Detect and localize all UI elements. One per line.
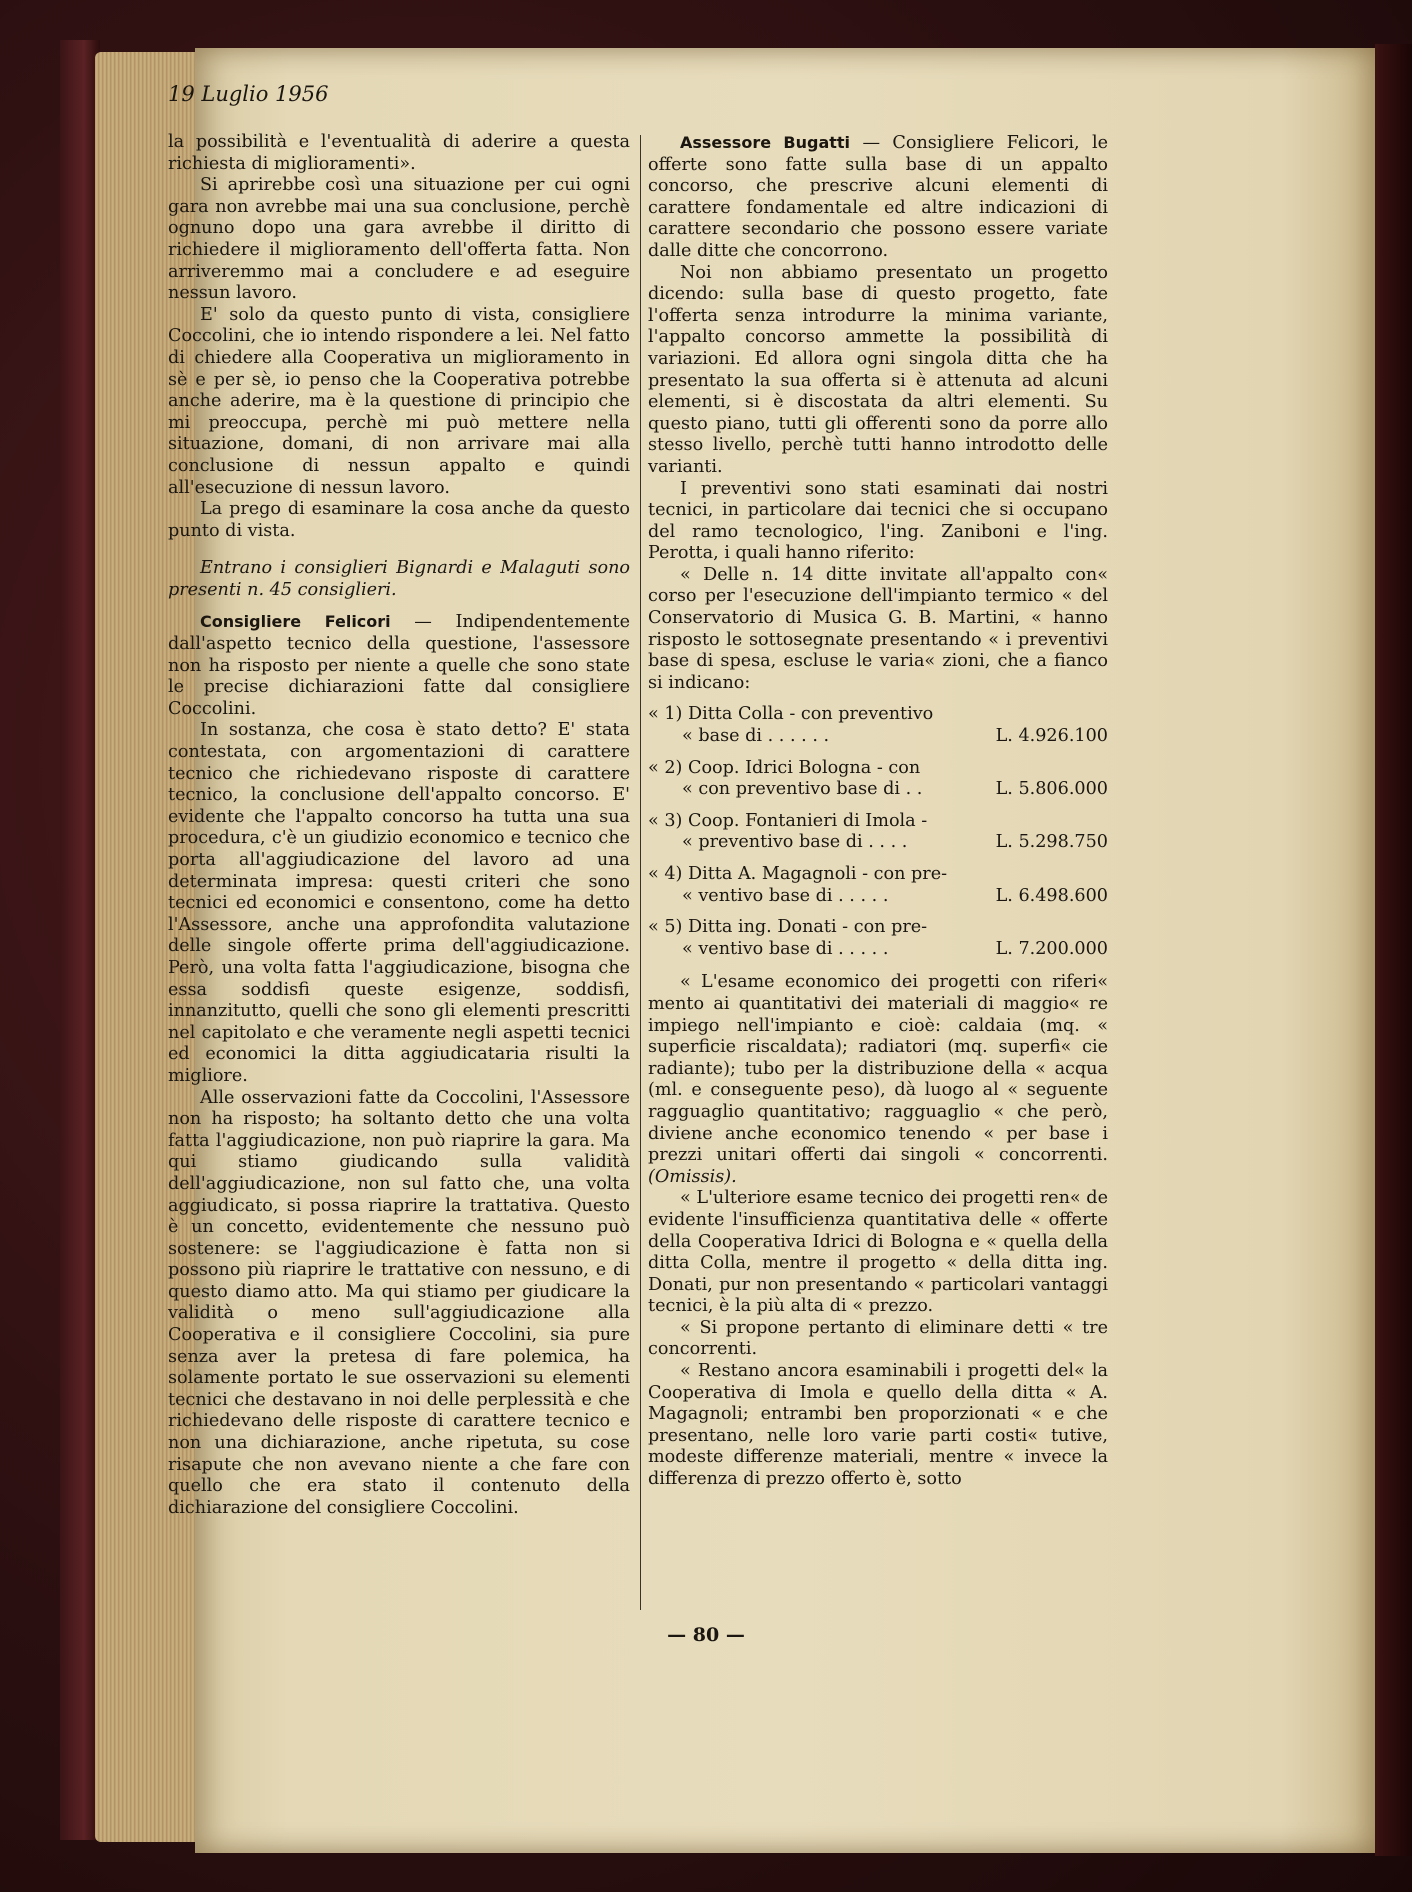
speaker-name: Consigliere Felicori (200, 612, 391, 632)
left-column (168, 132, 630, 1519)
speaker-name: Assessore Bugatti (680, 133, 851, 152)
paragraph: In sostanza, che cosa è stato detto? E' stata contestata, con argomentazioni di carattere tecnico che richiedevano risposte di carattere tecnico, la conclusione dell'appalto concorso. E' evidente che l'appalto concorso ha tutta una sua procedura, c'è un giudizio economico e tecnico che porta all'aggiudicazione del lavoro ad una determinata impresa: questi criteri che sono tecnici ed economici e consentono, come ha detto l'Assessore, anche una approfondita valutazione delle singole offerte prima dell'aggiudicazione. Però, una volta fatta l'aggiudicazione, bisogna che essa soddisfi queste esigenze, soddisfi, innanzitutto, quelli che sono gli elementi prescritti nel capitolato e che veramente negli aspetti tecnici ed economici la ditta aggiudicataria risulti la migliore. (168, 720, 630, 1086)
speech-text: — Consigliere Felicori, le offerte sono fatte sulla base di un appalto concorso, che prescrive alcuni elementi di carattere fondamentale ed altre indicazioni di carattere secondario che possono essere variate dalle ditte che concorrono. (648, 133, 1108, 261)
column-divider (640, 135, 641, 1610)
right-column (648, 132, 1108, 1491)
bid-item (648, 917, 1108, 960)
bid-label: « 2) Coop. Idrici Bologna - con (648, 757, 921, 778)
speech-bugatti (648, 132, 1108, 263)
bid-amount: L. 6.498.600 (995, 885, 1108, 906)
paragraph: La prego di esaminare la cosa anche da questo punto di vista. (168, 499, 630, 541)
paragraph: Alle osservazioni fatte da Coccolini, l'Assessore non ha risposto; ha soltanto detto che una volta fatta l'aggiudicazione, non può riaprire la gara. Ma qui stiamo giudicando sulla validità dell'aggiudicazione, non sul fatto che, una volta aggiudicato, si possa riaprire la trattativa. Questo è un concetto, evidentemente che nessuno può sostenere: se l'aggiudicazione è fatta non si possono più riaprire le trattative con nessuno, e di questo diamo atto. Ma qui stiamo per giudicare la validità o meno sull'aggiudicazione alla Cooperativa e il consigliere Coccolini, sia pure senza aver la pretesa di fare polemica, ha solamente portato le sue osservazioni su elementi tecnici che destavano in noi delle perplessità e che richiedevano delle risposte di carattere tecnico e non una dichiarazione, anche ripetuta, su cose risapute che non avevano niente a che fare con quello che era stato il contenuto della dichiarazione del consigliere Coccolini. (168, 1087, 630, 1518)
bid-item (648, 864, 1108, 907)
page-number: — 80 — (667, 1624, 745, 1646)
book-cover-right (1375, 44, 1412, 1856)
quote: « Si propone pertanto di eliminare detti « tre concorrenti. (648, 1317, 1108, 1360)
paragraph: Noi non abbiamo presentato un progetto dicendo: sulla base di questo progetto, fate l'offerta senza introdurre la minima variante, l'appalto concorso ammette la possibilità di variazioni. Ed allora ogni singola ditta che ha presentato la sua offerta si è attenuta ad alcuni elementi, si è discostata da altri elementi. Su questo piano, tutti gli offerenti sono da porre allo stesso livello, perchè tutti hanno introdotto delle varianti. (648, 262, 1108, 477)
bid-item (648, 811, 1108, 854)
bid-item (648, 758, 1108, 801)
bid-amount: L. 4.926.100 (995, 726, 1108, 747)
speech-text: — Indipendentemente dall'aspetto tecnico della questione, l'assessore non ha risposto per niente a quelle che sono state le precise dichiarazioni fatte dal consigliere Coccolini. (168, 612, 631, 719)
bid-label-cont: « base di . . . . . . (682, 726, 830, 747)
quote: « Delle n. 14 ditte invitate all'appalto con« corso per l'esecuzione dell'impianto termico « del Conservatorio di Musica G. B. Martini, « hanno risposto le sottosegnate presentando « i preventivi base di spesa, escluse le varia« zioni, che a fianco si indicano: (648, 564, 1108, 693)
bid-amount: L. 7.200.000 (995, 938, 1108, 959)
paragraph: E' solo da questo punto di vista, consigliere Coccolini, che io intendo rispondere a lei. Nel fatto di chiedere alla Cooperativa un miglioramento in sè e per sè, io penso che la Cooperativa potrebbe anche aderire, ma è la questione di principio che mi preoccupa, perchè mi può mettere nella situazione, domani, di non arrivare mai alla conclusione di nessun appalto e quindi all'esecuzione di nessun lavoro. (168, 304, 630, 498)
quote-text: « L'esame economico dei progetti con riferi« mento ai quantitativi dei materiali di maggio« re impiego nell'impianto e cioè: caldaia (mq. « superficie riscaldata); radiatori (mq. superfi« cie radiante); tubo per la distribuzione della « acqua (ml. e conseguente peso), dà luogo al « seguente ragguaglio quantitativo; ragguaglio « che però, diviene anche economico tenendo « per base i prezzi unitari offerti dai singoli « concorrenti. (648, 972, 1108, 1166)
book-cover-edge (60, 40, 100, 1840)
bid-item (648, 704, 1108, 747)
speech-felicori (168, 611, 630, 720)
bid-label: « 4) Ditta A. Magagnoli - con pre- (648, 864, 948, 884)
bid-label-cont: « preventivo base di . . . . (682, 832, 908, 853)
paragraph: I preventivi sono stati esaminati dai nostri tecnici, in particolare dai tecnici che si occupano del ramo tecnologico, l'ing. Zaniboni e l'ing. Perotta, i quali hanno riferito: (648, 478, 1108, 564)
paragraph: Si aprirebbe così una situazione per cui ogni gara non avrebbe mai una sua conclusione, perchè ognuno dopo una gara avrebbe il diritto di richiedere il miglioramento dell'offerta fatta. Non arriveremmo mai a concludere e ad eseguire nessun lavoro. (168, 175, 630, 304)
bid-label-cont: « con preventivo base di . . (682, 779, 923, 800)
quote (648, 972, 1108, 1188)
bid-amount: L. 5.298.750 (995, 832, 1108, 853)
bid-label: « 1) Ditta Colla - con preventivo (648, 704, 934, 725)
session-note: Entrano i consiglieri Bignardi e Malaguti sono presenti n. 45 consiglieri. (168, 558, 630, 600)
bid-label: « 5) Ditta ing. Donati - con pre- (648, 917, 928, 938)
bid-label-cont: « ventivo base di . . . . . (682, 938, 889, 959)
bid-list (648, 704, 1108, 960)
quote: « L'ulteriore esame tecnico dei progetti ren« de evidente l'insufficienza quantitativa delle « offerte della Cooperativa Idrici di Bologna e « quella della ditta Colla, mentre il progetto « della ditta ing. Donati, pur non presentando « particolari vantaggi tecnici, è la più alta di « prezzo. (648, 1188, 1108, 1317)
omissis-note: (Omissis). (648, 1166, 737, 1187)
bid-label: « 3) Coop. Fontanieri di Imola - (648, 810, 928, 831)
bid-label-cont: « ventivo base di . . . . . (682, 885, 889, 906)
quote: « Restano ancora esaminabili i progetti del« la Cooperativa di Imola e quello della ditta « A. Magagnoli; entrambi ben proporzionati « e che presentano, nelle loro varie parti costi« tutive, modeste differenze materiali, mentre « invece la differenza di prezzo offerto è, sotto (648, 1361, 1108, 1490)
paragraph: la possibilità e l'eventualità di aderire a questa richiesta di miglioramenti». (168, 132, 630, 174)
bid-amount: L. 5.806.000 (995, 779, 1108, 800)
page-date-header: 19 Luglio 1956 (168, 82, 329, 106)
